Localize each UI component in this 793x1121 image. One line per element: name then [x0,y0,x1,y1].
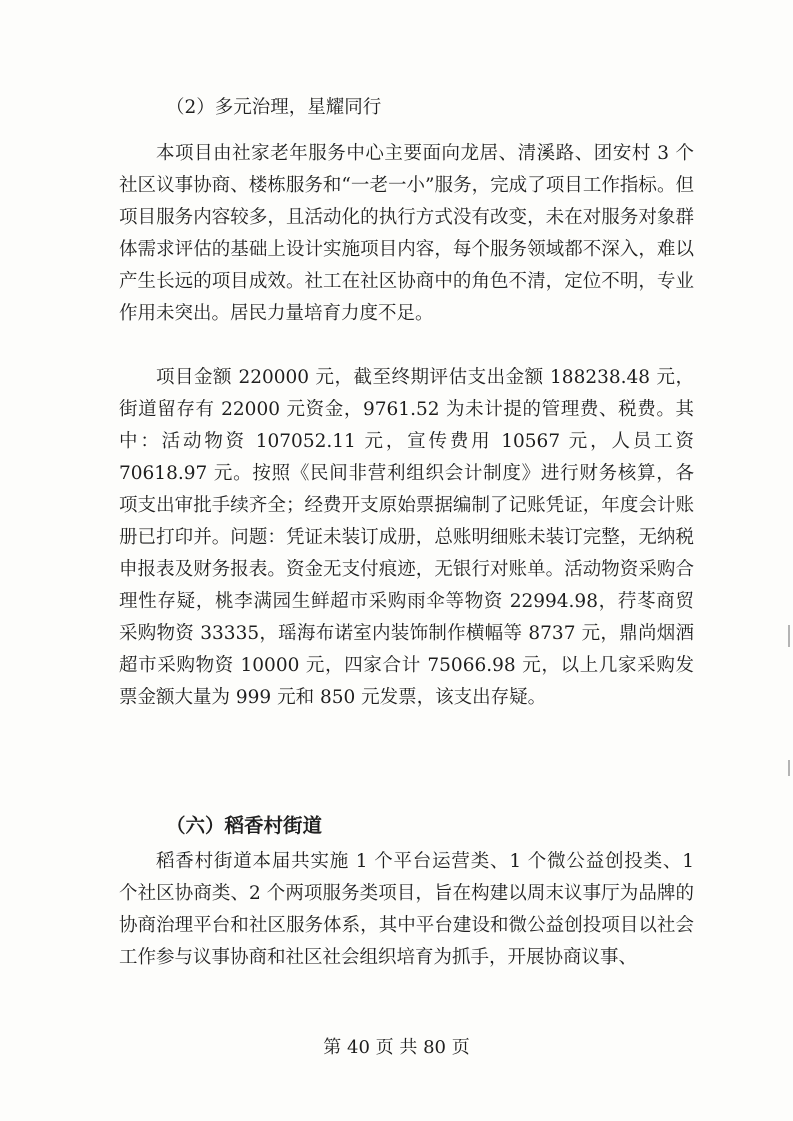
subheading: （2）多元治理，星耀同行 [166,97,382,118]
paragraph-financial-review: 项目金额 220000 元，截至终期评估支出金额 188238.48 元，街道留存有 22000 元资金，9761.52 为未计提的管理费、税费。其中：活动物资 107052.11 元，宣传费用 10567 元，人员工资 70618.97 元。按照《民间非营利组织会计制度》进行财务核算，各项支出审批手续齐全；经费开支原始票据编制了记账凭证，年度会计账册已打印并。问题：凭证未装订成册，总账明细账未装订完整，无纳税申报表及财务报表。资金无支付痕迹，无银行对账单。活动物资采购合理性存疑，桃李满园生鲜超市采购雨伞等物资 22994.98，荇苳商贸采购物资 33335，瑶海布诺室内装饰制作横幅等 8737 元，鼎尚烟酒超市采购物资 10000 元，四家合计 75066.98 元，以上几家采购发票金额大量为 999 元和 850 元发票，该支出存疑。 [119,367,694,708]
scan-edge-mark [788,625,790,647]
paragraph-project-summary: 本项目由社家老年服务中心主要面向龙居、清溪路、团安村 3 个社区议事协商、楼栋服务和“一老一小”服务，完成了项目工作指标。但项目服务内容较多，且活动化的执行方式没有改变，未在对服务对象群体需求评估的基础上设计实施项目内容，每个服务领域都不深入，难以产生长远的项目成效。社工在社区协商中的角色不清，定位不明，专业作用未突出。居民力量培育力度不足。 [119,143,694,324]
section-title: （六）稻香村街道 [166,814,323,837]
scan-edge-mark [788,760,790,776]
page-number-footer: 第 40 页 共 80 页 [323,1037,470,1058]
paragraph-section-intro: 稻香村街道本届共实施 1 个平台运营类、1 个微公益创投类、1 个社区协商类、2 个两项服务类项目，旨在构建以周末议事厅为品牌的协商治理平台和社区服务体系，其中平台建设和微公益创投项目以社会工作参与议事协商和社区社会组织培育为抓手，开展协商议事、 [119,851,694,968]
